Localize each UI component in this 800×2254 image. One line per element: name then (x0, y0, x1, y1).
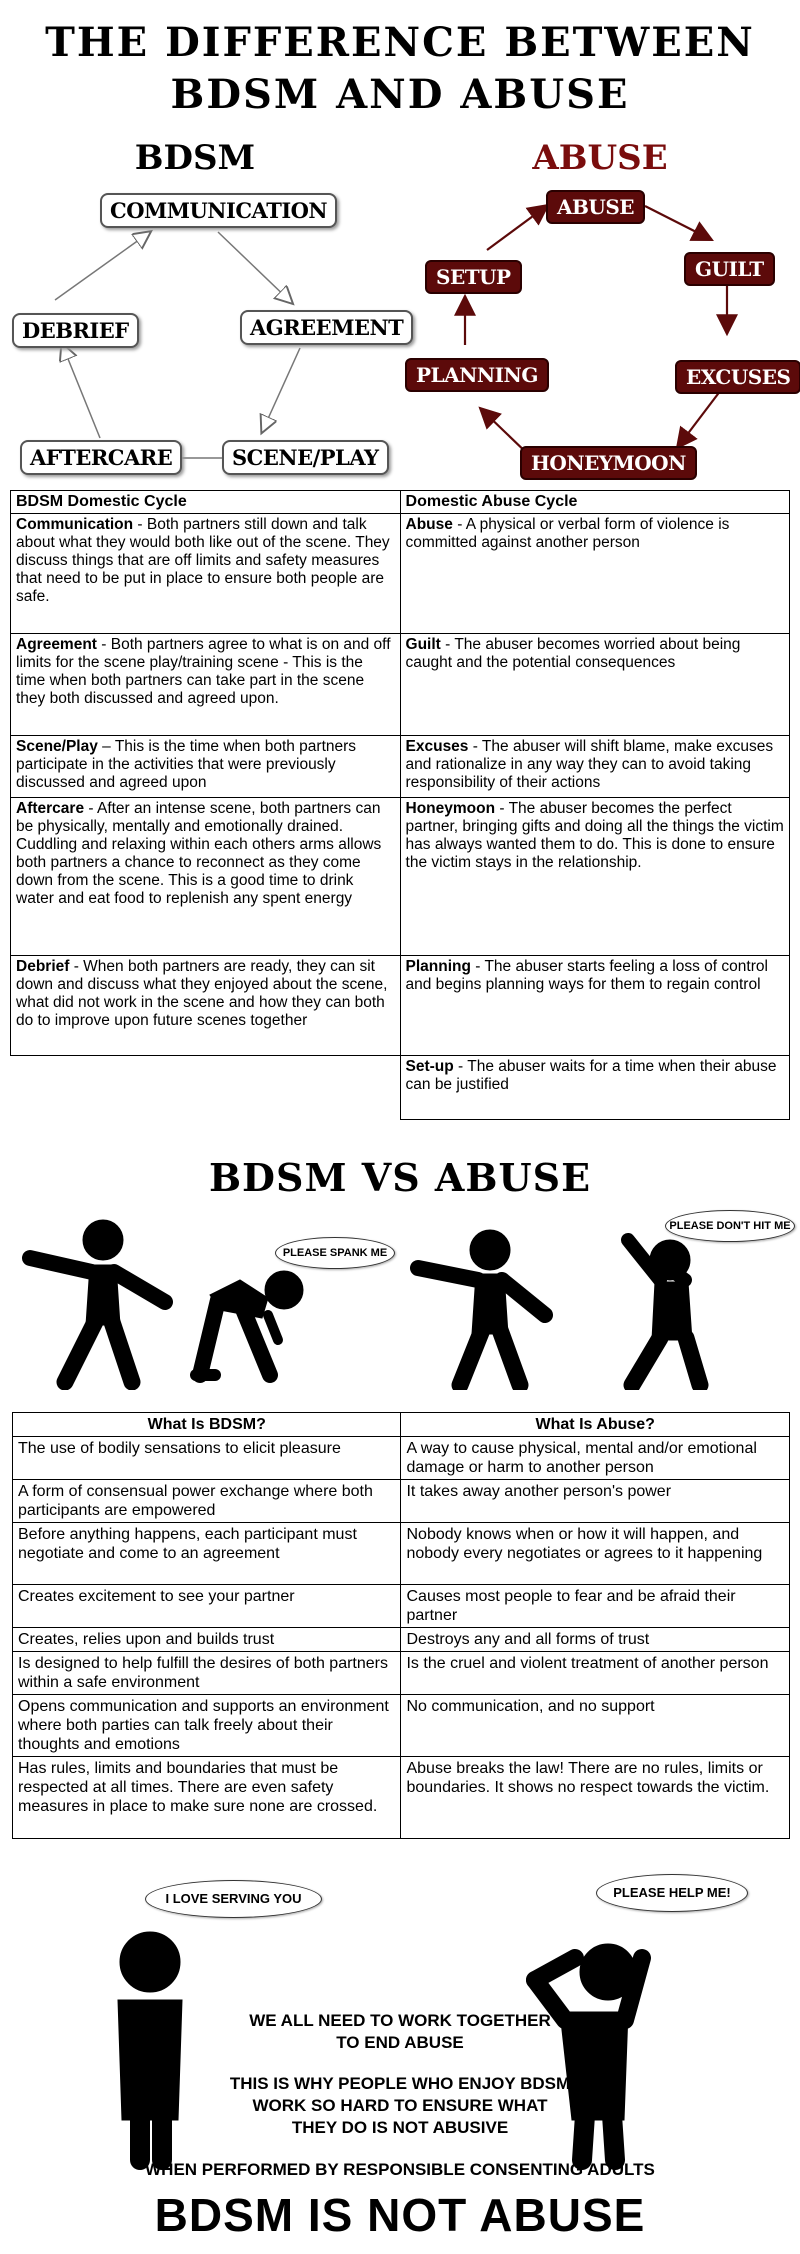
compare-cell-abuse: Abuse breaks the law! There are no rules, limits or boundaries. It shows no respect towards the victim. (401, 1757, 790, 1839)
bdsm-node-scene-play: SCENE/PLAY (222, 440, 389, 475)
bdsm-node-aftercare: AFTERCARE (20, 440, 182, 475)
bdsm-arrow-aftercare-debrief (62, 344, 100, 438)
vs-illustration (0, 1210, 800, 1390)
cycle-cell-bdsm: Aftercare - After an intense scene, both partners can be physically, mentally and emotionally drained. Cuddling and relaxing within each others arms allows both partners a chance to reconnect as they come down from the scene. This is a good time to drink water and eat food to replenish any spent energy (11, 798, 401, 956)
abuse-node-setup: SETUP (425, 260, 522, 294)
compare-cell-bdsm: The use of bodily sensations to elicit pleasure (13, 1437, 401, 1480)
cycle-table-header-bdsm: BDSM Domestic Cycle (11, 491, 401, 514)
compare-header-bdsm: What Is BDSM? (13, 1413, 401, 1437)
cycle-table-header-abuse: Domestic Abuse Cycle (400, 491, 789, 514)
cycle-cell-abuse: Excuses - The abuser will shift blame, make excuses and rationalize in any way they can to avoid taking responsibility of their actions (400, 736, 789, 798)
speech-bubble-help: PLEASE HELP ME! (596, 1874, 748, 1912)
stick-figure-kneeling (196, 1271, 303, 1375)
closing-statement: BDSM IS NOT ABUSE (154, 2189, 646, 2241)
stick-figure-abuser (418, 1230, 545, 1385)
cycle-cell-bdsm: Scene/Play – This is the time when both partners participate in the activities that were previously discussed and agreed upon (11, 736, 401, 798)
stick-figure-submissive (118, 1932, 182, 2160)
compare-cell-bdsm: A form of consensual power exchange where both participants are empowered (13, 1480, 401, 1523)
compare-cell-abuse: Destroys any and all forms of trust (401, 1628, 790, 1652)
speech-bubble-spank: PLEASE SPANK ME (275, 1237, 395, 1269)
compare-cell-abuse: No communication, and no support (401, 1695, 790, 1757)
cycle-cell-abuse: Abuse - A physical or verbal form of violence is committed against another person (400, 514, 789, 634)
abuse-node-abuse: ABUSE (546, 190, 645, 224)
cycle-cell-abuse: Guilt - The abuser becomes worried about being caught and the potential consequences (400, 634, 789, 736)
bdsm-node-debrief: DEBRIEF (12, 313, 139, 348)
page-title-line1: THE DIFFERENCE BETWEEN (45, 19, 755, 66)
cycle-table (10, 490, 790, 1120)
compare-header-abuse: What Is Abuse? (401, 1413, 790, 1437)
compare-cell-bdsm: Opens communication and supports an environment where both parties can talk freely about their thoughts and emotions (13, 1695, 401, 1757)
compare-table (12, 1412, 790, 1839)
speech-bubble-serving: I LOVE SERVING YOU (145, 1880, 322, 1918)
cycle-cell-bdsm: Debrief - When both partners are ready, they can sit down and discuss what they enjoyed about the scene, what did not work in the scene and how they can both do to improve upon future scenes together (11, 956, 401, 1056)
page-title-line2: BDSM AND ABUSE (170, 71, 630, 118)
abuse-node-planning: PLANNING (405, 358, 549, 392)
cycle-cell-abuse: Honeymoon - The abuser becomes the perfect partner, bringing gifts and doing all the things the victim has always wanted them to do. This is done to ensure the victim stays in the relationship. (400, 798, 789, 956)
bdsm-node-agreement: AGREEMENT (240, 310, 413, 345)
abuse-node-guilt: GUILT (684, 252, 775, 286)
abuse-node-excuses: EXCUSES (675, 360, 800, 394)
compare-cell-abuse: Causes most people to fear and be afraid their partner (401, 1585, 790, 1628)
abuse-node-honeymoon: HONEYMOON (520, 446, 697, 480)
speech-bubble-dont-hit: PLEASE DON'T HIT ME (665, 1210, 795, 1242)
footer-message-3: WHEN PERFORMED BY RESPONSIBLE CONSENTING ADULTS (145, 2160, 655, 2179)
compare-cell-bdsm: Is designed to help fulfill the desires of both partners within a safe environment (13, 1652, 401, 1695)
compare-cell-bdsm: Has rules, limits and boundaries that must be respected at all times. There are even safety measures in place to make sure none are crossed. (13, 1757, 401, 1839)
footer-message-2: THIS IS WHY PEOPLE WHO ENJOY BDSM WORK SO HARD TO ENSURE WHAT THEY DO IS NOT ABUSIVE (229, 2074, 571, 2137)
cycle-cell-bdsm: Communication - Both partners still down and talk about what they would both like out of the scene. They discuss things that are off limits and safety measures that need to be put in place to ensure both people are safe. (11, 514, 401, 634)
compare-cell-bdsm: Creates excitement to see your partner (13, 1585, 401, 1628)
stick-figure-victim (628, 1240, 700, 1385)
abuse-cycle-title: ABUSE (532, 138, 668, 178)
stick-figure-dominant (30, 1220, 165, 1382)
footer-message-1: WE ALL NEED TO WORK TOGETHER TO END ABUSE (249, 2011, 551, 2052)
cycle-cell-empty (11, 1056, 401, 1120)
cycle-cell-abuse: Set-up - The abuser waits for a time when their abuse can be justified (400, 1056, 789, 1120)
cycle-cell-bdsm: Agreement - Both partners agree to what is on and off limits for the scene play/training scene - This is the time when both partners can take part in the scene they both discussed and agreed upon. (11, 634, 401, 736)
bdsm-node-communication: COMMUNICATION (100, 193, 337, 228)
cycle-cell-abuse: Planning - The abuser starts feeling a loss of control and begins planning ways for them to regain control (400, 956, 789, 1056)
compare-cell-abuse: It takes away another person's power (401, 1480, 790, 1523)
compare-cell-abuse: A way to cause physical, mental and/or emotional damage or harm to another person (401, 1437, 790, 1480)
vs-title: BDSM VS ABUSE (208, 1155, 592, 1200)
compare-cell-bdsm: Before anything happens, each participant must negotiate and come to an agreement (13, 1523, 401, 1585)
compare-cell-abuse: Is the cruel and violent treatment of another person (401, 1652, 790, 1695)
bdsm-cycle-title: BDSM (134, 138, 256, 178)
bdsm-arrow-debrief-comm (55, 232, 150, 300)
bdsm-arrow-agree-scene (262, 348, 300, 432)
compare-cell-abuse: Nobody knows when or how it will happen, and nobody every negotiates or agrees to it happening (401, 1523, 790, 1585)
bdsm-arrow-comm-agree (218, 232, 292, 303)
compare-cell-bdsm: Creates, relies upon and builds trust (13, 1628, 401, 1652)
